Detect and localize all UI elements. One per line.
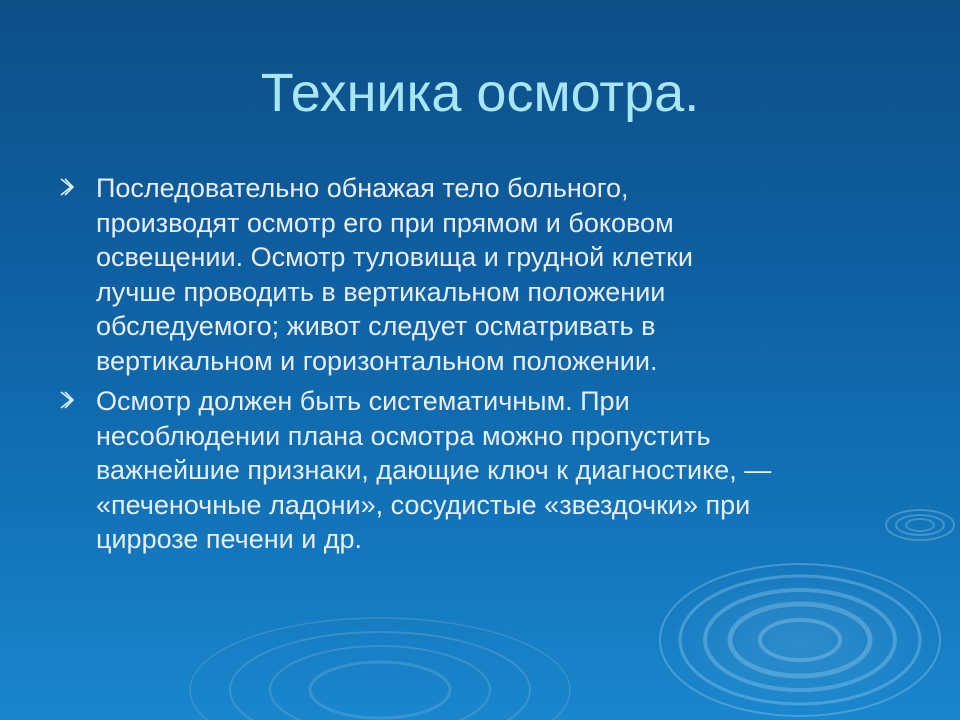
bullet-list <box>58 171 918 563</box>
bullet-text <box>96 171 918 378</box>
bullet-line: производят осмотр его при прямом и боковом <box>96 207 674 238</box>
bullet-line: лучше проводить в вертикальном положении <box>96 276 666 307</box>
bullet-item <box>58 171 918 378</box>
bullet-line: циррозе печени и др. <box>96 524 363 554</box>
bullet-text <box>96 384 918 557</box>
bullet-line: обследуемого; живот следует осматривать в <box>96 311 656 341</box>
bullet-line: «печеночные ладони», сосудистые «звездочки» при <box>96 489 751 520</box>
bullet-line: несоблюдении плана осмотра можно пропустить <box>96 420 711 451</box>
bullet-item <box>58 384 918 557</box>
bullet-line: Осмотр должен быть систематичным. При <box>96 386 630 416</box>
bullet-line: Последовательно обнажая тело больного, <box>96 173 629 203</box>
chevron-right-icon <box>58 175 76 199</box>
slide-title: Техника осмотра. <box>260 63 700 123</box>
chevron-right-icon <box>58 388 76 412</box>
bullet-line: вертикальном и горизонтальном положении. <box>96 345 658 376</box>
bullet-line: важнейшие признаки, дающие ключ к диагностике, — <box>96 455 772 485</box>
bullet-line: освещении. Осмотр туловища и грудной клетки <box>96 242 694 272</box>
